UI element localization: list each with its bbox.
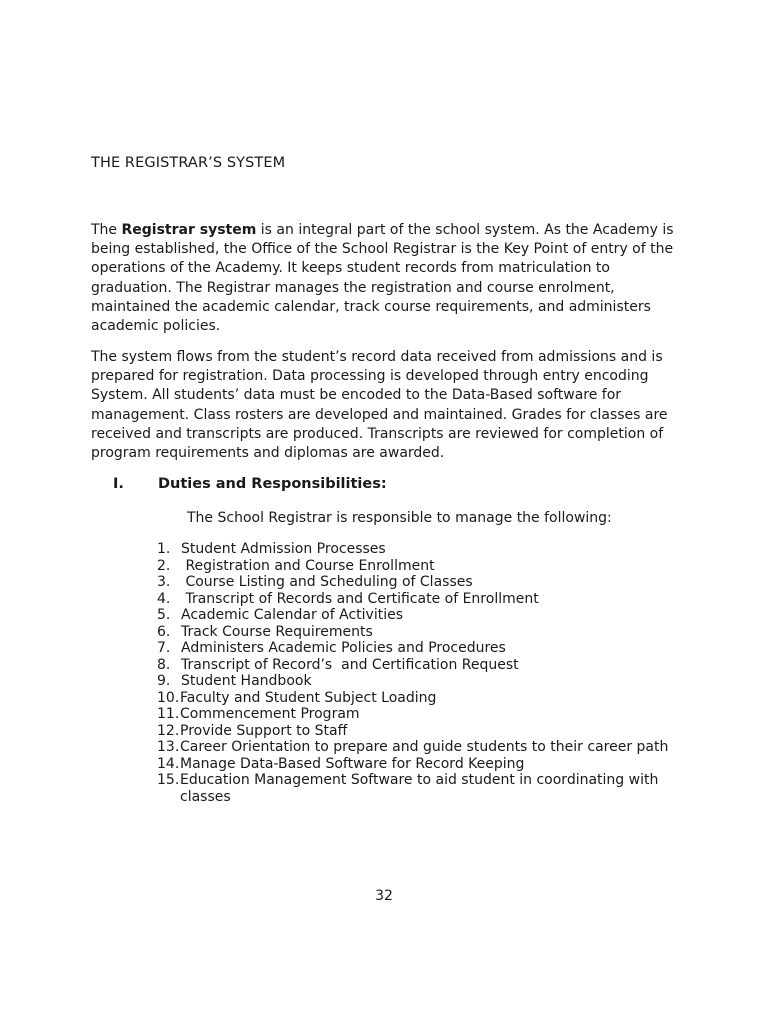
list-item bbox=[157, 706, 677, 723]
list-item-text: Manage Data-Based Software for Record Keeping bbox=[180, 755, 525, 772]
list-item bbox=[157, 574, 677, 591]
page-title: THE REGISTRAR’S SYSTEM bbox=[91, 155, 286, 171]
section-number: I. bbox=[113, 476, 124, 492]
list-item-text: Career Orientation to prepare and guide students to their career path bbox=[180, 739, 669, 755]
list-item-text: Transcript of Record’s and Certification Request bbox=[181, 656, 519, 673]
intro-bold-term: Registrar system bbox=[121, 222, 257, 238]
intro-lead: The bbox=[91, 222, 122, 238]
list-item bbox=[157, 690, 677, 707]
list-item-number: 1. bbox=[157, 541, 171, 557]
intro-rest: is an integral part of the school system. As the Academy is being established, the Office of the School Registrar is the Key Point of entry of the operations of the Academy. It keeps student records from matriculation to graduation. The Registrar manages the registration and course enrolment, maintained the academic calendar, track course requirements, and administers academic policies. bbox=[91, 222, 674, 335]
list-item bbox=[157, 541, 677, 558]
list-item bbox=[157, 558, 677, 575]
list-item-number: 14. bbox=[157, 755, 180, 772]
list-item bbox=[157, 723, 677, 740]
list-item-number: 6. bbox=[157, 623, 171, 640]
list-item-text: Course Listing and Scheduling of Classes bbox=[181, 574, 473, 590]
list-item-text: Student Admission Processes bbox=[181, 541, 386, 557]
list-item-text: Provide Support to Staff bbox=[180, 722, 348, 739]
list-item-text: Transcript of Records and Certificate of Enrollment bbox=[181, 590, 539, 607]
list-item-text: Student Handbook bbox=[181, 673, 312, 689]
list-item-number: 8. bbox=[157, 656, 171, 673]
list-item-number: 4. bbox=[157, 590, 171, 607]
list-item bbox=[157, 640, 677, 657]
list-item bbox=[157, 624, 677, 641]
list-item-text: Education Management Software to aid student in coordinating with classes bbox=[180, 772, 663, 805]
list-item-number: 15. bbox=[157, 772, 180, 788]
list-item bbox=[157, 591, 677, 608]
list-item-text: Track Course Requirements bbox=[181, 623, 373, 640]
list-item-number: 11. bbox=[157, 706, 180, 722]
list-item-number: 9. bbox=[157, 673, 171, 689]
list-item-text: Administers Academic Policies and Procedures bbox=[181, 640, 506, 656]
page-number: 32 bbox=[375, 888, 393, 904]
duties-list bbox=[157, 541, 677, 805]
list-item-number: 3. bbox=[157, 574, 171, 590]
list-item-number: 13. bbox=[157, 739, 180, 755]
list-item-text: Faculty and Student Subject Loading bbox=[180, 689, 437, 706]
list-item-number: 12. bbox=[157, 722, 180, 739]
list-item-text: Academic Calendar of Activities bbox=[181, 607, 403, 623]
intro-paragraph bbox=[91, 221, 691, 336]
list-item bbox=[157, 772, 677, 805]
list-item-number: 2. bbox=[157, 557, 171, 574]
section-intro: The School Registrar is responsible to manage the following: bbox=[187, 510, 612, 526]
section-title: Duties and Responsibilities: bbox=[158, 476, 387, 492]
list-item bbox=[157, 739, 677, 756]
list-item-text: Commencement Program bbox=[180, 706, 360, 722]
system-flow-paragraph: The system flows from the student’s record data received from admissions and is prepared for registration. Data processing is developed through entry encoding System. All students’ data must be encoded to the Data-Based software for management. Class rosters are developed and maintained. Grades for classes are received and transcripts are produced. Transcripts are reviewed for completion of program requirements and diplomas are awarded. bbox=[91, 349, 668, 462]
list-item bbox=[157, 657, 677, 674]
list-item bbox=[157, 607, 677, 624]
list-item bbox=[157, 673, 677, 690]
list-item-number: 10. bbox=[157, 689, 180, 706]
list-item bbox=[157, 756, 677, 773]
list-item-text: Registration and Course Enrollment bbox=[181, 557, 435, 574]
list-item-number: 5. bbox=[157, 607, 171, 623]
list-item-number: 7. bbox=[157, 640, 171, 656]
